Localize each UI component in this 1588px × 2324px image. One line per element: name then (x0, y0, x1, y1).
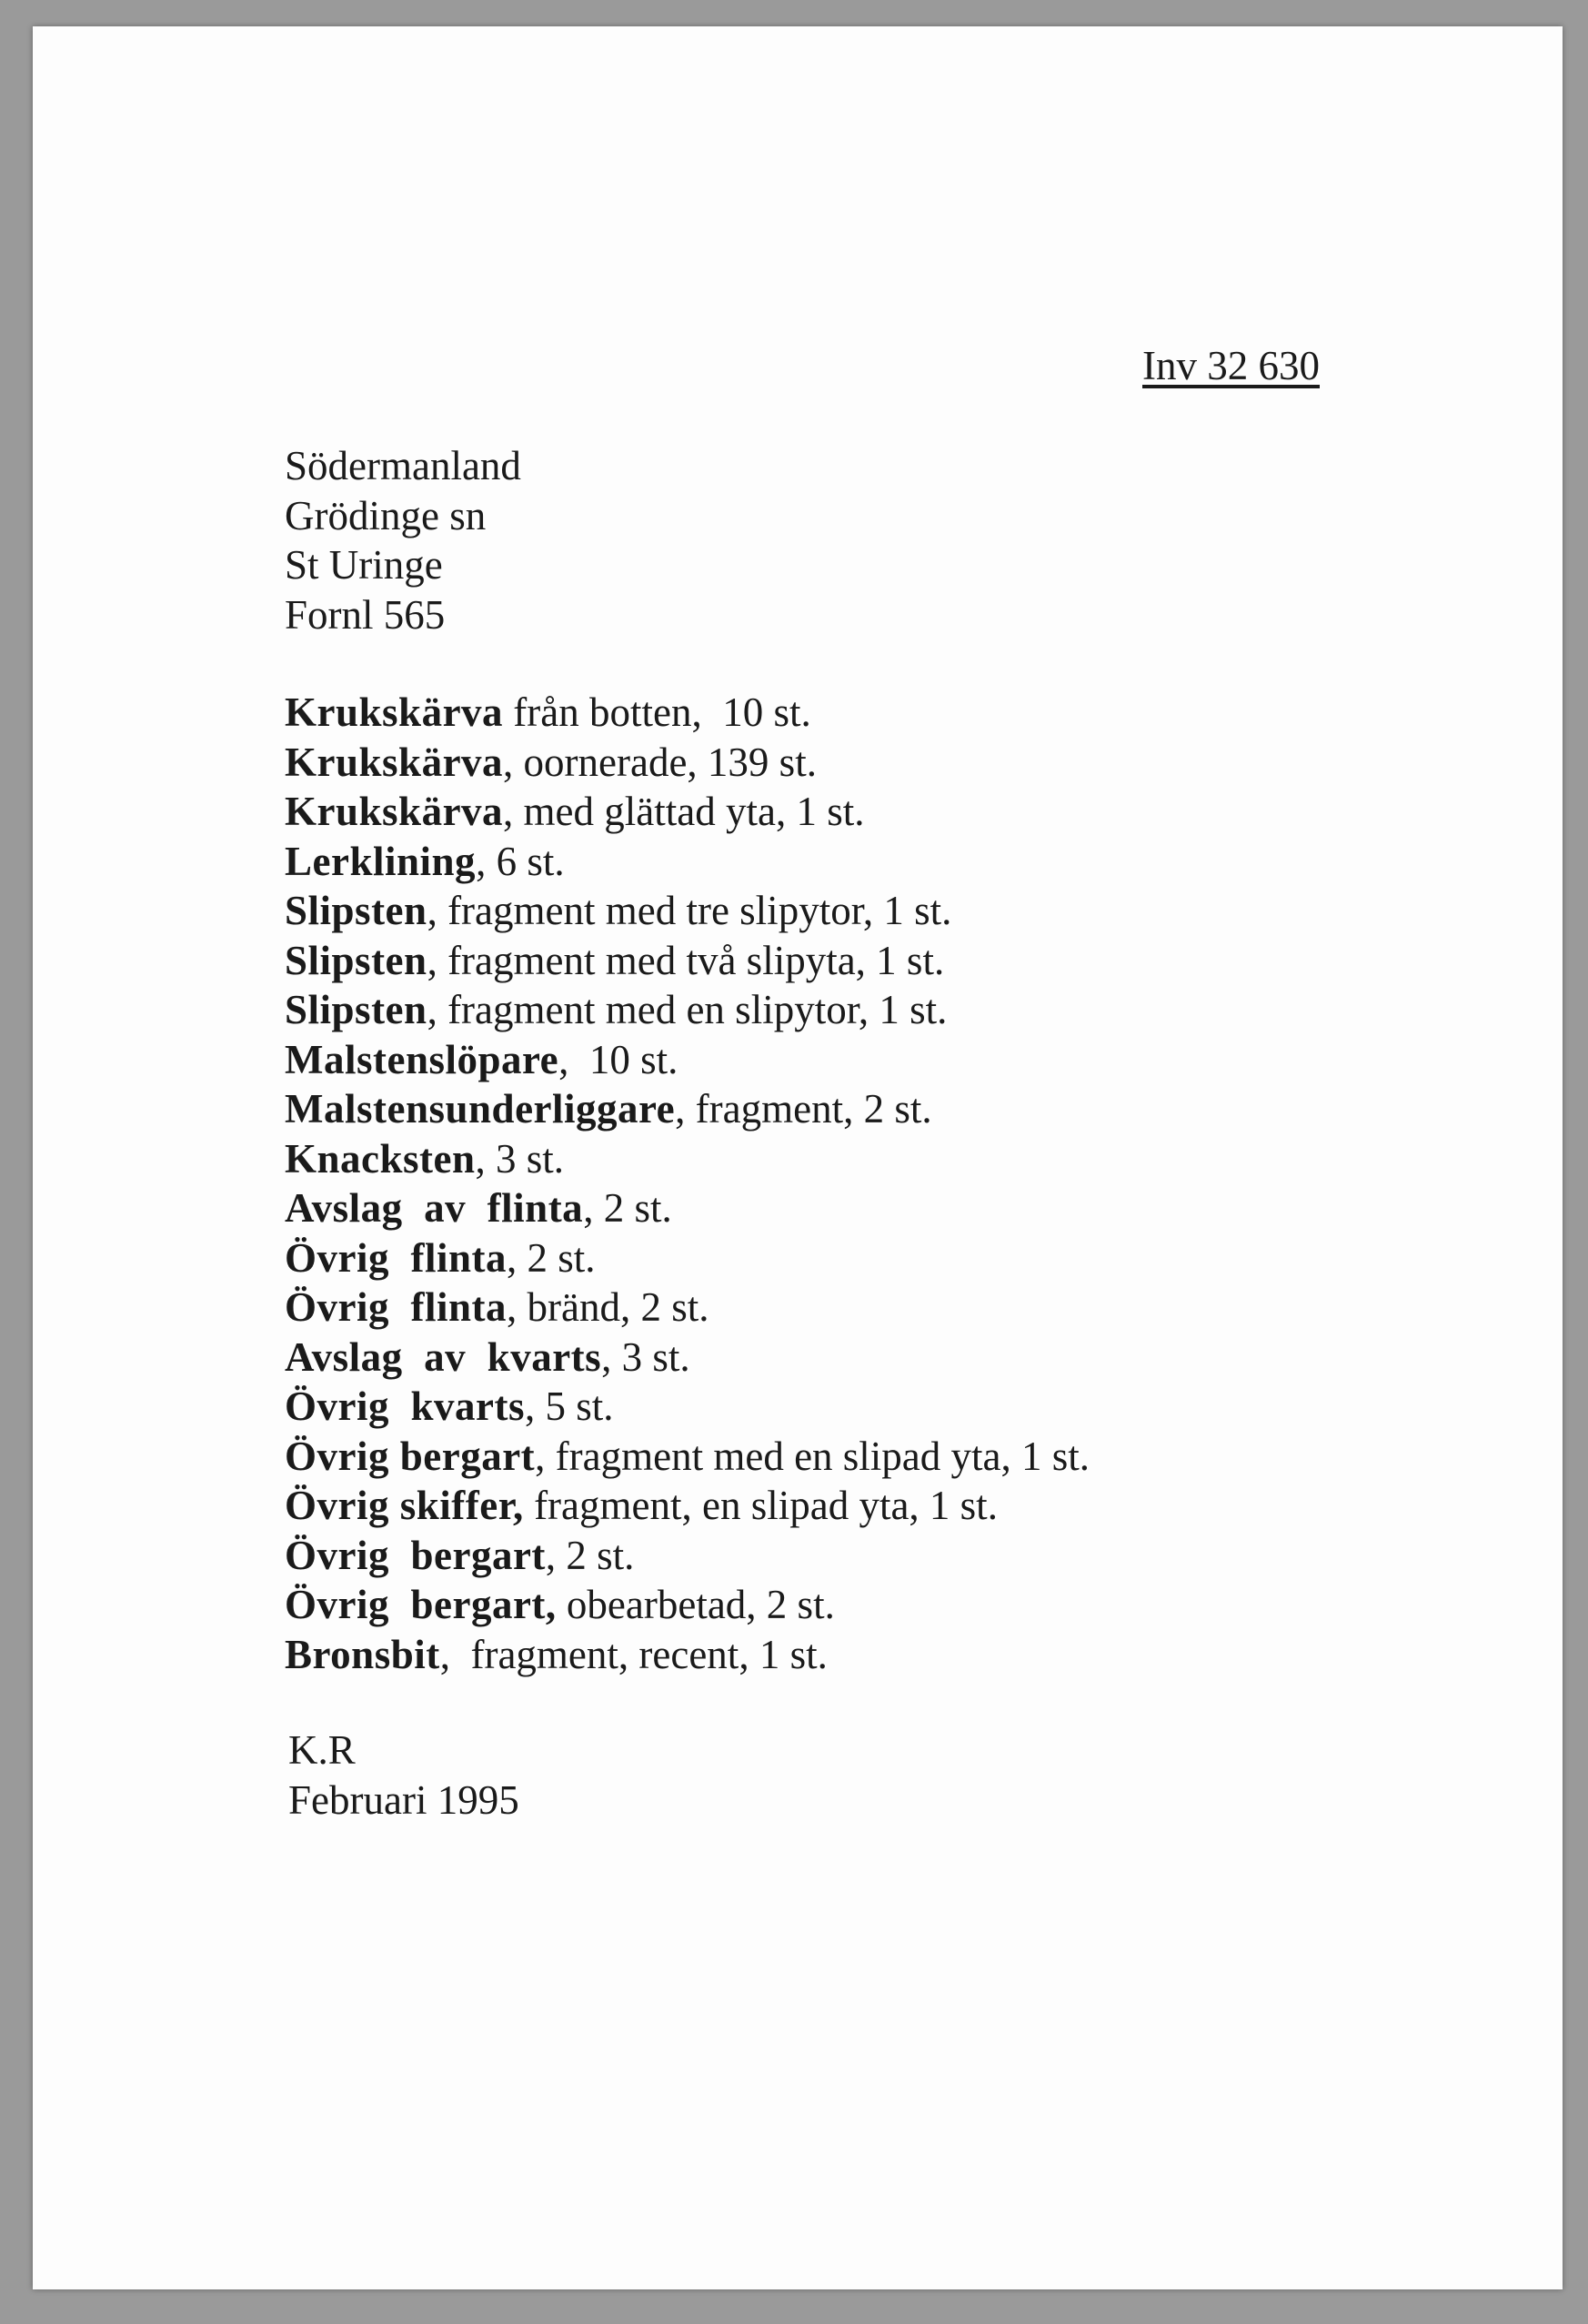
list-item (285, 936, 1090, 986)
item-detail: , fragment, recent, 1 st. (439, 1631, 828, 1677)
item-name: Avslag av kvarts (285, 1333, 602, 1380)
list-item (285, 1233, 1090, 1283)
item-name: Malstenslöpare (285, 1036, 559, 1082)
list-item (285, 1432, 1090, 1482)
item-detail: , fragment med två slipyta, 1 st. (427, 937, 945, 983)
item-detail: , med glättad yta, 1 st. (503, 789, 865, 834)
location-block (285, 441, 521, 639)
list-item (285, 1183, 1090, 1233)
item-name: Krukskärva (285, 689, 504, 735)
list-item (285, 1035, 1090, 1085)
item-detail: , 3 st. (601, 1333, 690, 1380)
item-detail: obearbetad, 2 st. (556, 1582, 835, 1627)
list-item (285, 738, 1090, 788)
item-detail: , 3 st. (475, 1135, 565, 1182)
item-detail: , fragment med tre slipytor, 1 st. (427, 888, 952, 933)
item-detail: , fragment med en slipad yta, 1 st. (535, 1433, 1090, 1479)
item-name: Övrig bergart, (285, 1582, 557, 1627)
item-name: Övrig skiffer, (285, 1483, 524, 1528)
item-name: Övrig kvarts (285, 1383, 525, 1429)
parish: Grödinge sn (285, 492, 487, 538)
item-detail: , 2 st. (583, 1185, 672, 1231)
item-name: Bronsbit (285, 1631, 440, 1677)
list-item (285, 1580, 1090, 1630)
item-detail: , oornerade, 139 st. (503, 739, 817, 785)
list-item (285, 1333, 1090, 1383)
list-item (285, 1283, 1090, 1333)
province: Södermanland (285, 443, 521, 488)
item-name: Övrig bergart (285, 1433, 536, 1479)
item-detail: fragment, en slipad yta, 1 st. (523, 1483, 998, 1528)
item-name: Övrig bergart (285, 1532, 546, 1578)
finds-list (285, 688, 1090, 1679)
item-name: Krukskärva (285, 789, 504, 834)
signature-block (288, 1725, 519, 1825)
ancient-monument-number: Fornl 565 (285, 591, 446, 638)
inventory-number: Inv 32 630 (1142, 343, 1320, 388)
signature-date: Februari 1995 (288, 1776, 519, 1823)
item-detail: , 5 st. (524, 1383, 614, 1429)
list-item (285, 886, 1090, 936)
list-item (285, 985, 1090, 1035)
item-detail: , bränd, 2 st. (506, 1284, 709, 1330)
item-detail: från botten, 10 st. (503, 689, 811, 735)
item-name: Krukskärva (285, 739, 504, 785)
list-item (285, 1134, 1090, 1184)
list-item (285, 1084, 1090, 1134)
list-item (285, 1382, 1090, 1432)
item-name: Övrig flinta (285, 1234, 507, 1281)
item-name: Lerklining (285, 838, 477, 884)
item-name: Avslag av flinta (285, 1185, 584, 1231)
item-detail: , fragment med en slipytor, 1 st. (427, 987, 948, 1032)
item-name: Slipsten (285, 987, 427, 1032)
signature-initials: K.R (288, 1727, 356, 1773)
list-item (285, 1481, 1090, 1531)
document-page (33, 26, 1563, 2289)
list-item (285, 837, 1090, 887)
list-item (285, 1630, 1090, 1680)
site: St Uringe (285, 542, 443, 588)
item-detail: , 6 st. (476, 838, 565, 884)
list-item (285, 787, 1090, 837)
list-item (285, 1531, 1090, 1581)
item-detail: , 2 st. (545, 1532, 635, 1578)
item-detail: , 2 st. (506, 1234, 596, 1281)
item-name: Knacksten (285, 1135, 476, 1182)
list-item (285, 688, 1090, 738)
item-name: Slipsten (285, 888, 427, 933)
item-detail: , fragment, 2 st. (675, 1086, 932, 1132)
item-detail: , 10 st. (558, 1036, 678, 1082)
item-name: Slipsten (285, 937, 427, 983)
item-name: Malstensunderliggare (285, 1086, 676, 1132)
item-name: Övrig flinta (285, 1284, 507, 1330)
